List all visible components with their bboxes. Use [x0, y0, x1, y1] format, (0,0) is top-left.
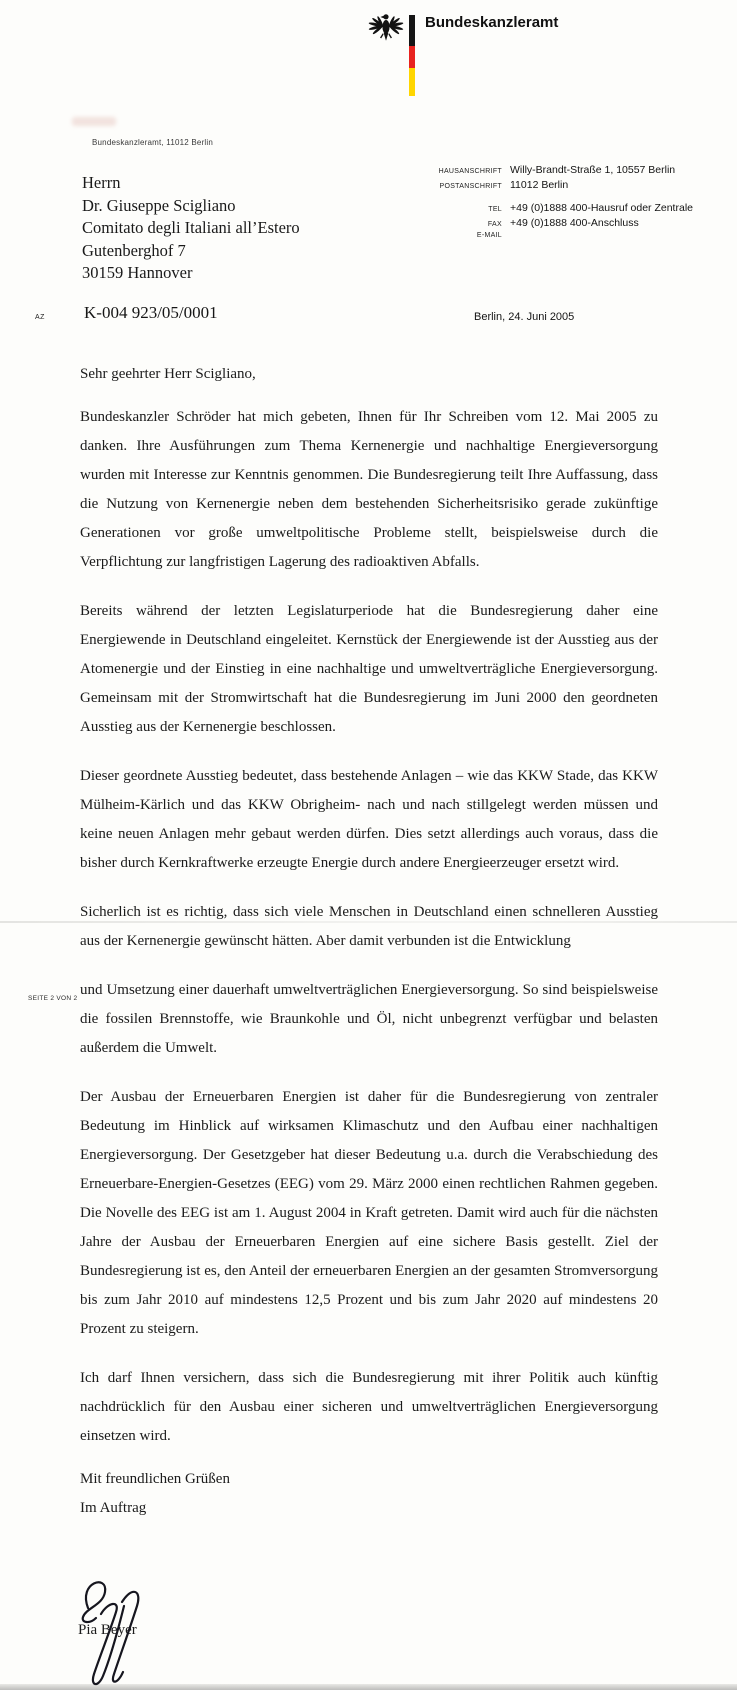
signature-handwriting [68, 1572, 164, 1690]
contact-row [398, 202, 693, 214]
contact-label: TEL [488, 206, 502, 213]
closing-line: Im Auftrag [80, 1500, 147, 1516]
closing [80, 1465, 658, 1523]
flag-black-segment [409, 15, 415, 46]
paragraph-continuation-page2 [28, 976, 658, 1063]
recipient-line: Comitato degli Italiani all’Estero [82, 218, 300, 237]
flag-red-segment [409, 46, 415, 68]
federal-eagle-icon [366, 10, 406, 48]
contact-label: FAX [487, 221, 502, 228]
paragraph: Bundeskanzler Schröder hat mich gebeten, Ihnen für Ihr Schreiben vom 12. Mai 2005 zu danken. Ihre Ausführungen zum Thema Kernenergie und nachhaltige Energieversorgung wurden mit Interesse zur Kenntnis genommen. Die Bundesregierung teilt Ihre Auffassung, dass die Nutzung von Kernenergie neben dem bestehenden Sicherheitsrisiko gerade zukünftige Generationen vor große umweltpolitische Probleme stellt, beispielsweise durch die Verpflichtung zur langfristigen Lagerung des radioaktiven Abfalls. [80, 409, 658, 570]
recipient-line: Dr. Giuseppe Scigliano [82, 195, 236, 215]
recipient-line: 30159 Hannover [82, 263, 193, 282]
flag-stripe [409, 15, 415, 96]
contact-block [398, 164, 693, 242]
recipient-line: Herrn [82, 173, 121, 192]
contact-label: HAUSANSCHRIFT [438, 168, 502, 175]
signer-name: Pia Beyer [78, 1622, 137, 1638]
paragraph: Dieser geordnete Ausstieg bedeutet, dass bestehende Anlagen – wie das KKW Stade, das KKW Mülheim-Kärlich und das KKW Obrigheim- nach und nach stillgelegt werden müssen und keine neuen Anlagen mehr gebaut werden dürfen. Dies setzt allerdings auch voraus, dass die bisher durch Kernkraftwerke erzeugte Energie durch andere Energieerzeuger ersetzt wird. [80, 768, 658, 871]
contact-value: +49 (0)1888 400-Anschluss [510, 217, 639, 229]
contact-row [398, 217, 693, 229]
paragraph: Sicherlich ist es richtig, dass sich viele Menschen in Deutschland einen schnelleren Ausstieg aus der Kernenergie gewünscht hätten. Aber damit verbunden ist die Entwicklung [80, 904, 658, 949]
scan-smudge [72, 117, 116, 126]
contact-value: Willy-Brandt-Straße 1, 10557 Berlin [510, 164, 676, 176]
paragraph: Bereits während der letzten Legislaturperiode hat die Bundesregierung daher eine Energiewende in Deutschland eingeleitet. Kernstück der Energiewende ist der Ausstieg aus der Atomenergie und der Einstieg in eine nachhaltige und umweltverträgliche Energieversorgung. Gemeinsam mit der Stromwirtschaft hat die Bundesregierung im Juni 2000 den geordneten Ausstieg aus der Kernenergie beschlossen. [80, 603, 658, 735]
contact-value: +49 (0)1888 400-Hausruf oder Zentrale [510, 202, 693, 214]
contact-label: E-MAIL [476, 232, 502, 239]
closing-line: Mit freundlichen Grüßen [80, 1471, 230, 1487]
contact-row [398, 232, 693, 239]
contact-row [398, 164, 693, 176]
flag-gold-segment [409, 68, 415, 96]
reference-label: AZ [35, 314, 45, 321]
page-seam [0, 921, 737, 923]
dateline: Berlin, 24. Juni 2005 [474, 311, 575, 323]
recipient-line: Gutenberghof 7 [82, 240, 186, 260]
sender-return-address: Bundeskanzleramt, 11012 Berlin [92, 138, 214, 147]
contact-value: 11012 Berlin [510, 179, 569, 191]
page-marker: SEITE 2 VON 2 [28, 995, 78, 1002]
contact-label: POSTANSCHRIFT [439, 183, 502, 190]
agency-name: Bundeskanzleramt [425, 14, 559, 31]
paragraph: Ich darf Ihnen versichern, dass sich die Bundesregierung mit ihrer Politik auch künftig nachdrücklich für den Ausbau einer sicheren und umweltverträglichen Energieversorgung einsetzen wird. [80, 1370, 658, 1444]
contact-row [398, 179, 693, 191]
paragraph-text: und Umsetzung einer dauerhaft umweltverträglichen Energieversorgung. So sind beispielsweise die fossilen Brennstoffe, wie Braunkohle und Öl, nicht unbegrenzt verfügbar und belasten außerdem die Umwelt. [80, 982, 658, 1056]
letter-body [28, 360, 658, 1523]
recipient-address [82, 172, 300, 285]
salutation: Sehr geehrter Herr Scigliano, [80, 366, 256, 382]
reference-number: K-004 923/05/0001 [84, 303, 218, 322]
paragraph: Der Ausbau der Erneuerbaren Energien ist daher für die Bundesregierung von zentraler Bedeutung im Hinblick auf wirksamen Klimaschutz und den Aufbau einer nachhaltigen Energieversorgung. Der Gesetzgeber hat dieser Bedeutung u.a. durch die Verabschiedung des Erneuerbare-Energien-Gesetzes (EEG) vom 29. März 2000 einen rechtlichen Rahmen gegeben. Die Novelle des EEG ist am 1. August 2004 in Kraft getreten. Damit wird auch für die nächsten Jahre der Ausbau der Erneuerbaren Energien auf eine sichere Basis gestellt. Ziel der Bundesregierung ist es, den Anteil der erneuerbaren Energien an der gesamten Stromversorgung bis zum Jahr 2010 auf mindestens 12,5 Prozent und bis zum Jahr 2020 auf mindestens 20 Prozent zu steigern. [80, 1089, 658, 1337]
